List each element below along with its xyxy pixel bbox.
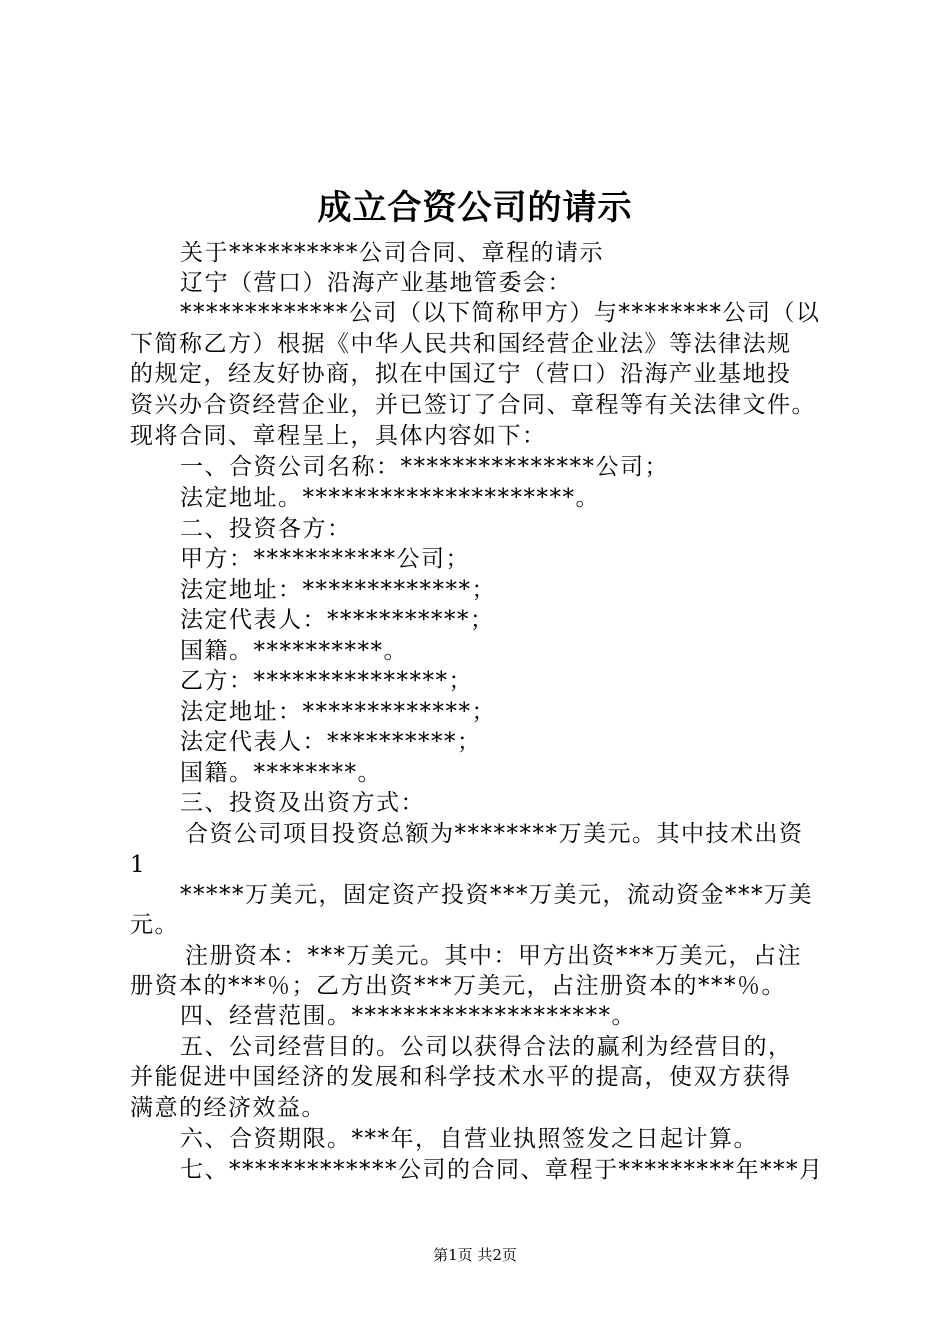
body-line: 注册资本：***万美元。其中：甲方出资***万美元，占注 xyxy=(185,943,802,969)
body-line: 法定地址。*********************。 xyxy=(180,485,600,511)
body-line: 满意的经济效益。 xyxy=(130,1095,326,1121)
body-line: 元。 xyxy=(130,912,179,938)
section-line: 六、合资期限。***年，自营业执照签发之日起计算。 xyxy=(180,1126,758,1152)
body-line: 下简称乙方）根据《中华人民共和国经营企业法》等法律法规 xyxy=(130,331,792,357)
body-line: 现将合同、章程呈上，具体内容如下： xyxy=(130,423,547,449)
section-line: 三、投资及出资方式： xyxy=(180,790,425,816)
body-line: 的规定，经友好协商，拟在中国辽宁（营口）沿海产业基地投 xyxy=(130,361,792,387)
body-line: 法定地址：*************； xyxy=(180,699,496,725)
body-line: 国籍。**********。 xyxy=(180,638,408,664)
section-line: 四、经营范围。********************。 xyxy=(180,1003,636,1029)
body-line: 甲方：***********公司； xyxy=(180,546,470,572)
body-line: 法定代表人：**********； xyxy=(180,729,482,755)
subject-line: 关于**********公司合同、章程的请示 xyxy=(180,240,604,266)
section-line: 五、公司经营目的。公司以获得合法的赢利为经营目的， xyxy=(180,1034,793,1060)
body-line: 合资公司项目投资总额为********万美元。其中技术出资 xyxy=(185,821,804,847)
body-line: 乙方：***************； xyxy=(180,668,473,694)
body-line: 册资本的***％；乙方出资***万美元，占注册资本的***％。 xyxy=(130,973,786,999)
body-line: *****万美元，固定资产投资***万美元，流动资金***万美 xyxy=(180,882,813,908)
body-line: 并能促进中国经济的发展和科学技术水平的提高，使双方获得 xyxy=(130,1064,792,1090)
body-line: *************公司（以下简称甲方）与********公司（以 xyxy=(180,300,821,326)
document-title: 成立合资公司的请示 xyxy=(317,188,633,228)
body-line: 1 xyxy=(130,852,147,878)
body-line: 法定代表人：***********； xyxy=(180,607,495,633)
addressee-line: 辽宁（营口）沿海产业基地管委会： xyxy=(180,270,572,296)
section-line: 七、*************公司的合同、章程于*********年***月 xyxy=(180,1157,824,1183)
section-line: 二、投资各方： xyxy=(180,516,352,542)
section-line: 一、合资公司名称：***************公司； xyxy=(180,454,669,480)
page-number-footer: 第1页 共2页 xyxy=(433,1246,517,1264)
body-line: 法定地址：*************； xyxy=(180,577,496,603)
body-line: 国籍。********。 xyxy=(180,760,382,786)
body-line: 资兴办合资经营企业，并已签订了合同、章程等有关法律文件。 xyxy=(130,392,816,418)
